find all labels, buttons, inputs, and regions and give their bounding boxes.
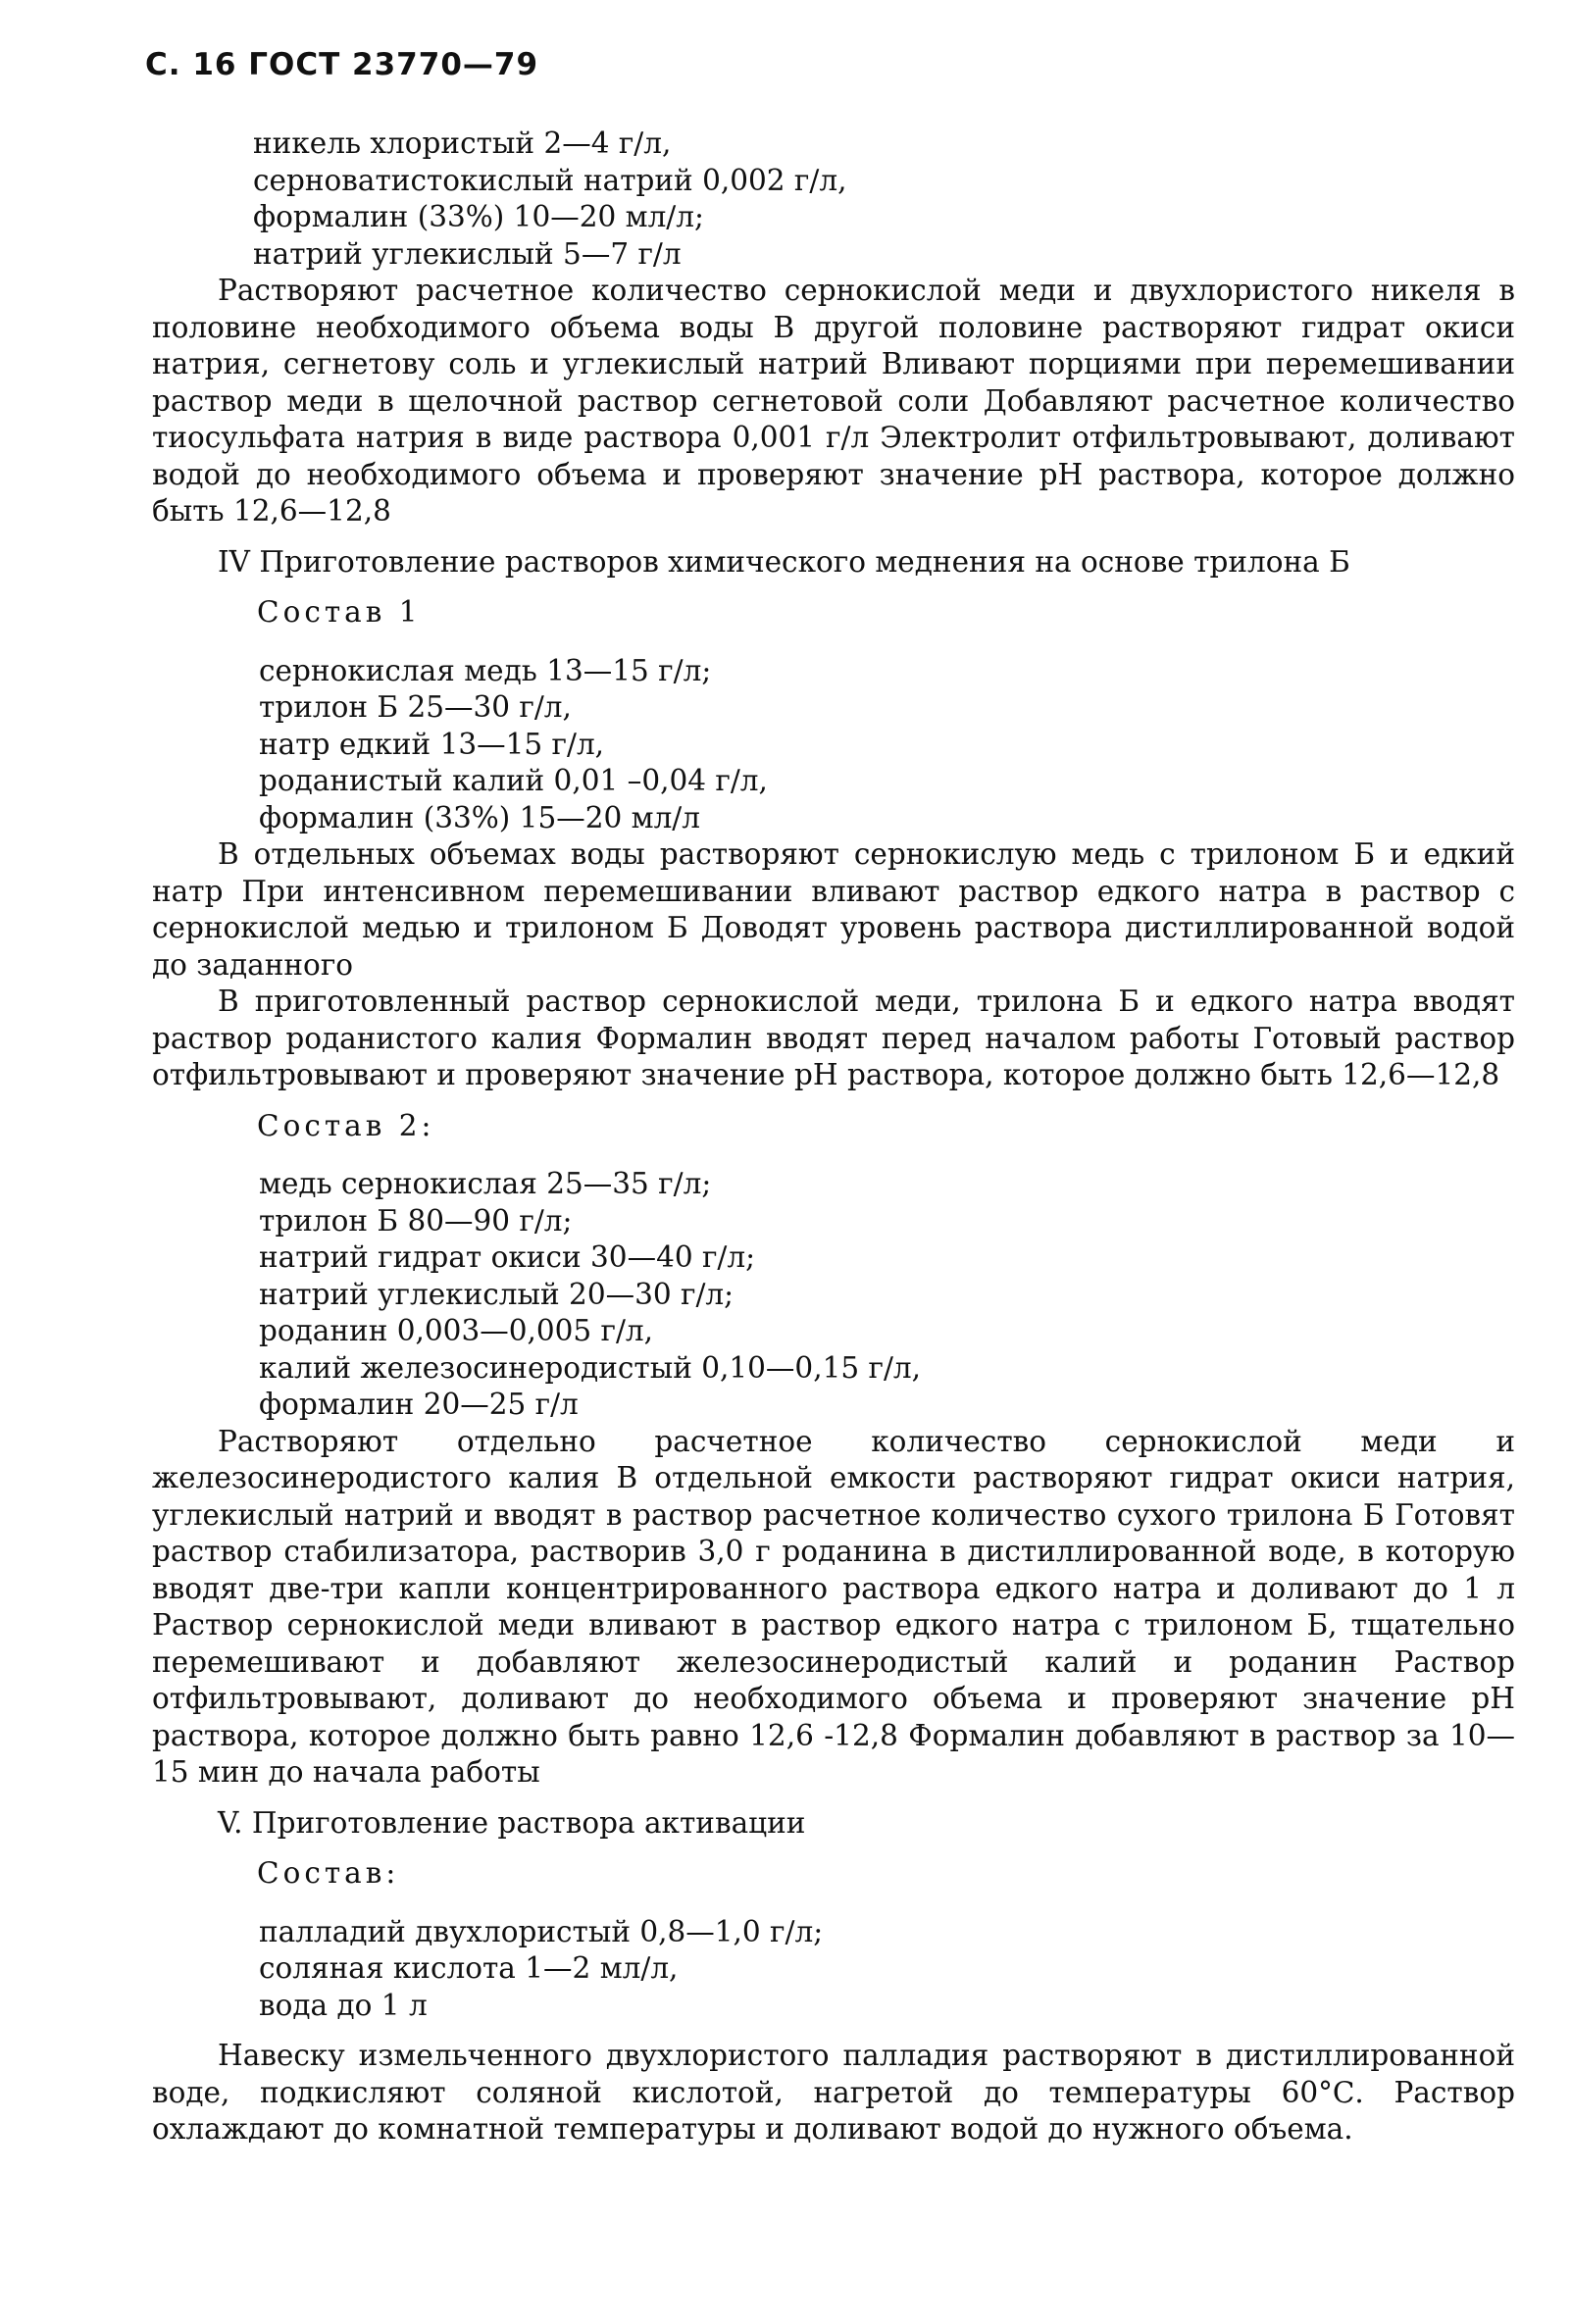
list-item: натр едкий 13—15 г/л, [259,727,605,761]
composition-2-list [0,1166,1571,1424]
paragraph-3: В приготовленный раствор сернокислой меди, трилона Б и едкого натра вводят раствор роданистого калия Формалин вводят перед началом работы Готовый раствор отфильтровывают и проверяют значение рН раствора, которое должно быть 12,6—12,8 [152,985,1515,1091]
list-item: вода до 1 л [259,1988,428,2022]
paragraph-5: Навеску измельченного двухлористого палладия растворяют в дистиллированной воде, подкисляют соляной кислотой, нагретой до температуры 60°С. Раствор охлаждают до комнатной температуры и доливают водой до нужного объема. [152,2039,1515,2146]
paragraph-4: Растворяют отдельно расчетное количество сернокислой меди и железосинеродистого калия В отдельной емкости растворяют гидрат окиси натрия, углекислый натрий и вводят в раствор расчетное количество сухого трилона Б Готовят раствор стабилизатора, растворив 3,0 г роданина в дистиллированной воде, в которую вводят две-три капли концентрированного раствора едкого натра и доливают до 1 л Раствор сернокислой меди вливают в раствор едкого натра с трилоном Б, тщательно перемешивают и добавляют железосинеродистый калий и роданин Раствор отфильтровывают, доливают до необходимого объема и проверяют значение рН раствора, которое должно быть равно 12,6 -12,8 Формалин добавляют в раствор за 10—15 мин до начала работы [152,1424,1515,1789]
list-item: натрий углекислый 20—30 г/л; [259,1277,735,1311]
list-item: формалин (33%) 10—20 мл/л; [253,200,704,233]
list-item: калий железосинеродистый 0,10—0,15 г/л, [259,1350,921,1385]
list-item: палладий двухлористый 0,8—1,0 г/л; [259,1914,824,1948]
page-content [0,126,1571,2148]
list-item: медь сернокислая 25—35 г/л; [259,1167,712,1200]
list-item: натрий гидрат окиси 30—40 г/л; [259,1240,756,1274]
page-header: С. 16 ГОСТ 23770—79 [145,47,539,82]
list-item: сернокислая медь 13—15 г/л; [259,653,712,687]
section-5-heading: V. Приготовление раствора активации [218,1805,806,1840]
paragraph-2: В отдельных объемах воды растворяют сернокислую медь с трилоном Б и едкий натр При интенсивном перемешивании вливают раствор едкого натра в раствор с сернокислой медью и трилоном Б Доводят уровень раствора дистиллированной водой до заданного [152,837,1515,982]
list-item: трилон Б 80—90 г/л; [259,1203,573,1238]
composition-2-label: Состав 2: [257,1108,435,1142]
list-item: роданин 0,003—0,005 г/л, [259,1314,654,1347]
list-item: серноватистокислый натрий 0,002 г/л, [253,163,847,197]
list-item: формалин (33%) 15—20 мл/л [259,800,700,834]
composition-3-list [0,1914,1571,2025]
list-item: натрий углекислый 5—7 г/л [253,236,682,271]
composition-3-label: Состав: [257,1856,400,1890]
composition-1-list [0,653,1571,837]
list-item: соляная кислота 1—2 мл/л, [259,1951,679,1985]
list-item: формалин 20—25 г/л [259,1388,579,1421]
list-item: никель хлористый 2—4 г/л, [253,126,672,160]
section-4-heading: IV Приготовление растворов химического меднения на основе трилона Б [218,544,1350,579]
list-item: роданистый калий 0,01 –0,04 г/л, [259,764,768,797]
composition-1-label: Состав 1 [257,595,422,629]
top-list [0,126,1571,273]
list-item: трилон Б 25—30 г/л, [259,690,572,724]
paragraph-1: Растворяют расчетное количество сернокислой меди и двухлористого никеля в половине необходимого объема воды В другой половине растворяют гидрат окиси натрия, сегнетову соль и углекислый натрий Вливают порциями при перемешивании раствор меди в щелочной раствор сегнетовой соли Добавляют расчетное количество тиосульфата натрия в виде раствора 0,001 г/л Электролит отфильтровывают, доливают водой до необходимого объема и проверяют значение рН раствора, которое должно быть 12,6—12,8 [152,274,1515,528]
